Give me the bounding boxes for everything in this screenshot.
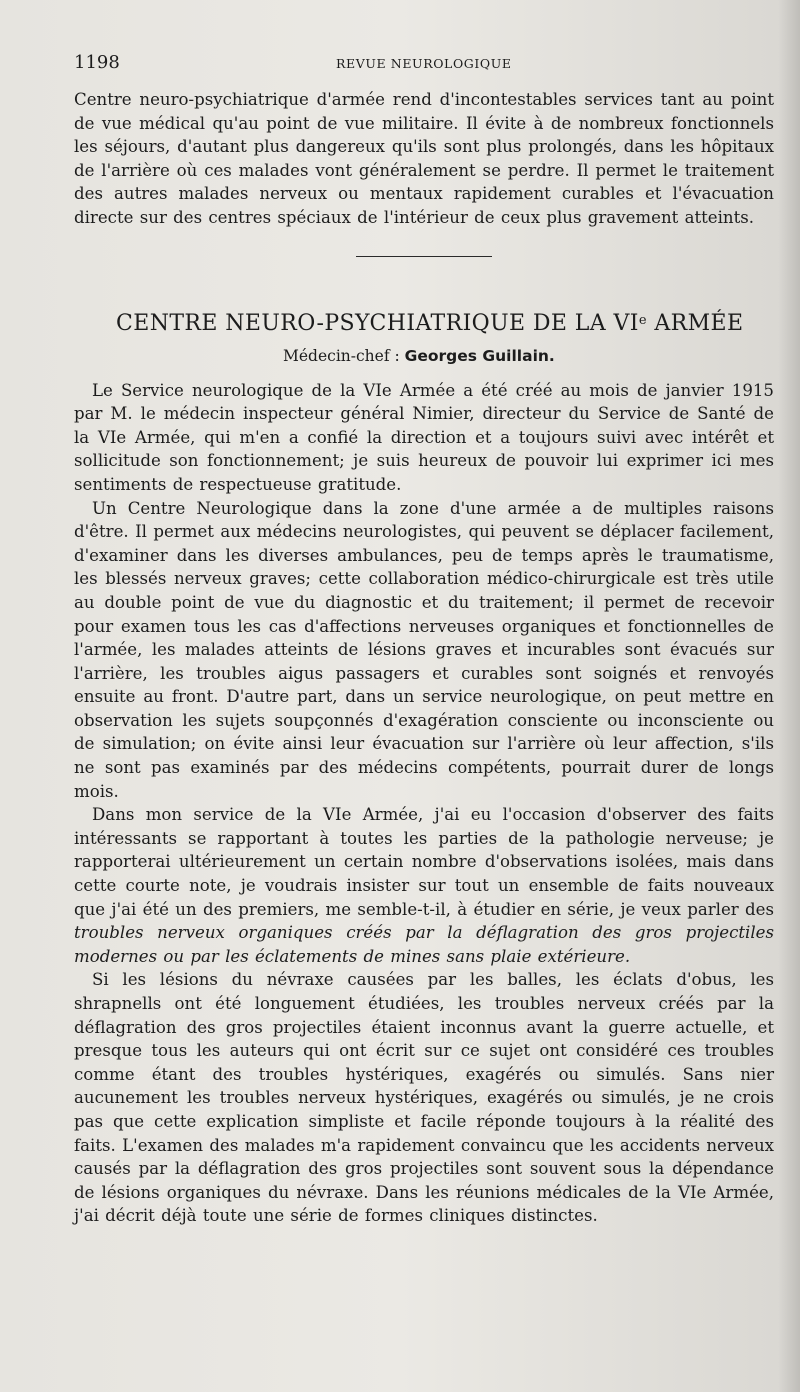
chief-line bbox=[283, 347, 774, 365]
paragraph-observations bbox=[74, 803, 774, 968]
paragraph-service-history: Le Service neurologique de la VIe Armée a été créé au mois de janvier 1915 par M. le médecin inspecteur général Nimier, directeur du Service de Santé de la VIe Armée, qui m'en a confié la direction et a toujours suivi avec intérêt et sollicitude son fonctionnement; je suis heureux de pouvoir lui exprimer ici mes sentiments de respectueuse gratitude. bbox=[74, 380, 774, 494]
journal-title: REVUE NEUROLOGIQUE bbox=[336, 56, 512, 71]
section-divider bbox=[356, 256, 492, 257]
intro-paragraph: Centre neuro-psychiatrique d'armée rend d'incontestables services tant au point de vue médical qu'au point de vue militaire. Il évite à de nombreux fonctionnels les séjours, d'autant plus dangereux qu'ils sont plus prolongés, dans les hôpitaux de l'arrière où ces malades vont généralement se perdre. Il permet le traitement des autres malades nerveux ou mentaux rapidement curables et l'évacuation directe sur des centres spéciaux de l'intérieur de ceux plus gravement atteints. bbox=[74, 90, 774, 227]
paragraph-centre-purpose: Un Centre Neurologique dans la zone d'une armée a de multiples raisons d'être. Il permet aux médecins neurologistes, qui peuvent se déplacer facilement, d'examiner dans les diverses ambulances, peu de temps après le traumatisme, les blessés nerveux graves; cette collaboration médico-chirurgicale est très utile au double point de vue du diagnostic et du traitement; il permet de recevoir pour examen tous les cas d'affections nerveuses organiques et fonctionnelles de l'armée, les malades atteints de lésions graves et incurables sont évacués sur l'arrière, les troubles aigus passagers et curables sont soignés et renvoyés ensuite au front. D'autre part, dans un service neurologique, on peut mettre en observation les sujets soupçonnés d'exagération consciente ou inconsciente ou de simulation; on évite ainsi leur évacuation sur l'arrière où leur affection, s'ils ne sont pas examinés par des médecins compétents, pourrait durer de longs mois. bbox=[74, 498, 774, 801]
paragraph-lesions: Si les lésions du névraxe causées par les balles, les éclats d'obus, les shrapnells ont été longuement étudiées, les troubles nerveux créés par la déflagration des gros projectiles étaient inconnus avant la guerre actuelle, et presque tous les auteurs qui ont écrit sur ce sujet ont considéré ces troubles comme étant des troubles hystériques, exagérés ou simulés. Sans nier aucunement les troubles nerveux hystériques, exagérés ou simulés, je ne crois pas que cette explication simpliste et facile réponde toujours à la réalité des faits. L'examen des malades m'a rapidement convaincu que les accidents nerveux causés par la déflagration des gros projectiles sont souvent sous la dépendance de lésions organiques du névraxe. Dans les réunions médicales de la VIe Armée, j'ai décrit déjà toute une série de formes cliniques distinctes. bbox=[74, 970, 774, 1226]
chief-name: Georges Guillain. bbox=[404, 346, 555, 365]
section-title-superscript: e bbox=[638, 312, 647, 328]
paragraph-observations-text: Dans mon service de la VIe Armée, j'ai eu l'occasion d'observer des faits intéressants se rapportant à toutes les parties de la pathologie nerveuse; je rapporterai ultérieurement un certain nombre d'observations isolées, mais dans cette courte note, je voudrais insister sur tout un ensemble de faits nouveaux que j'ai été un des premiers, me semble-t-il, à étudier en série, je veux parler des bbox=[74, 805, 774, 919]
paragraph-observations-italic: troubles nerveux organiques créés par la déflagration des gros projectiles modernes ou par les éclatements de mines sans plaie extérieure. bbox=[74, 923, 774, 966]
section-title bbox=[116, 311, 774, 336]
running-head bbox=[74, 46, 774, 76]
page-number: 1198 bbox=[74, 52, 120, 73]
section-title-main: CENTRE NEURO-PSYCHIATRIQUE DE LA VI bbox=[116, 310, 639, 336]
chief-label: Médecin-chef : bbox=[283, 346, 405, 365]
section-title-end: ARMÉE bbox=[646, 310, 744, 336]
